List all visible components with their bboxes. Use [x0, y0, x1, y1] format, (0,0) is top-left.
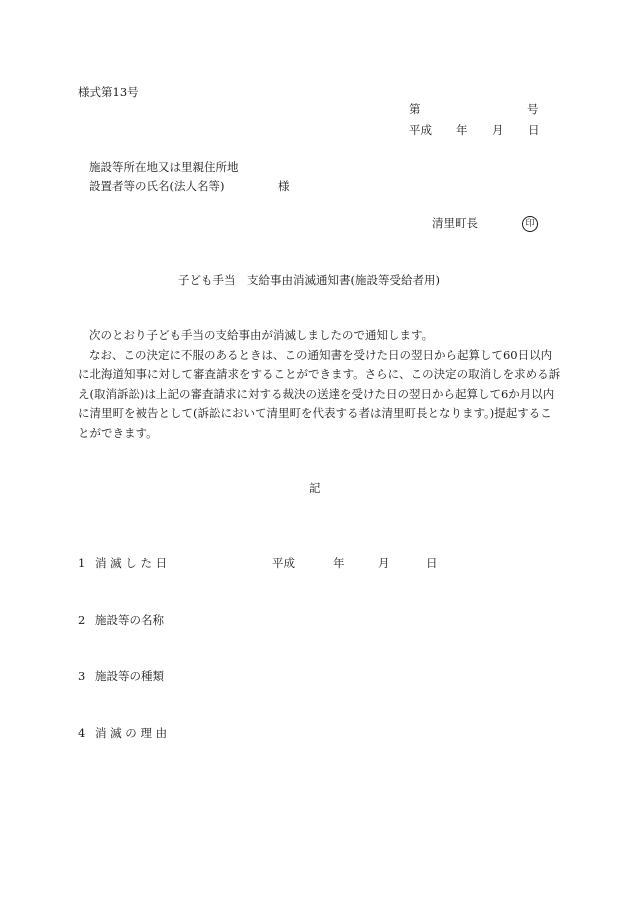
ki-heading: 記 [309, 481, 321, 495]
date-month: 月 [492, 123, 504, 137]
form-number: 様式第13号 [78, 85, 139, 99]
issuer-title: 清里町長 [432, 216, 478, 230]
item-2-number: 2 [78, 613, 86, 627]
item-4-label: 消 滅 の 理 由 [95, 726, 168, 740]
body-text [78, 326, 562, 443]
item-1-label: 消 滅 し た 日 [95, 556, 168, 570]
body-paragraph-2: なお、この決定に不服のあるときは、この通知書を受けた日の翌日から起算して60日以内に北海道知事に対して審査請求をすることができます。さらに、この決定の取消しを求める訴え(取消訴訟)は上記の審査請求に対する裁決の送達を受けた日の翌日から起算して6か月以内に清里町を被告として(訴訟において清里町を代表する者は清里町長となります。)提起することができます。 [78, 347, 561, 440]
item-3-label: 施設等の種類 [95, 669, 164, 683]
item-2-label: 施設等の名称 [95, 613, 164, 627]
number-prefix: 第 [409, 102, 421, 116]
item-1-month: 月 [378, 556, 390, 570]
item-1-year: 年 [333, 556, 345, 570]
recipient-name: 設置者等の氏名(法人名等) [89, 179, 225, 193]
item-3-number: 3 [78, 669, 86, 683]
date-day: 日 [528, 123, 540, 137]
date-era: 平成 [409, 123, 432, 137]
item-1-day: 日 [426, 556, 438, 570]
seal-mark [522, 216, 538, 232]
number-suffix: 号 [527, 102, 539, 116]
recipient-honorific: 様 [278, 179, 290, 193]
recipient-address: 施設等所在地又は里親住所地 [89, 160, 239, 174]
body-paragraph-1: 次のとおり子ども手当の支給事由が消滅しましたので通知します。 [89, 328, 434, 342]
item-4-number: 4 [78, 726, 86, 740]
seal-icon: 印 [522, 216, 538, 232]
item-1-era: 平成 [272, 556, 295, 570]
document-title: 子ども手当 支給事由消滅通知書(施設等受給者用) [178, 273, 440, 287]
date-year: 年 [456, 123, 468, 137]
item-1-number: 1 [78, 556, 86, 570]
